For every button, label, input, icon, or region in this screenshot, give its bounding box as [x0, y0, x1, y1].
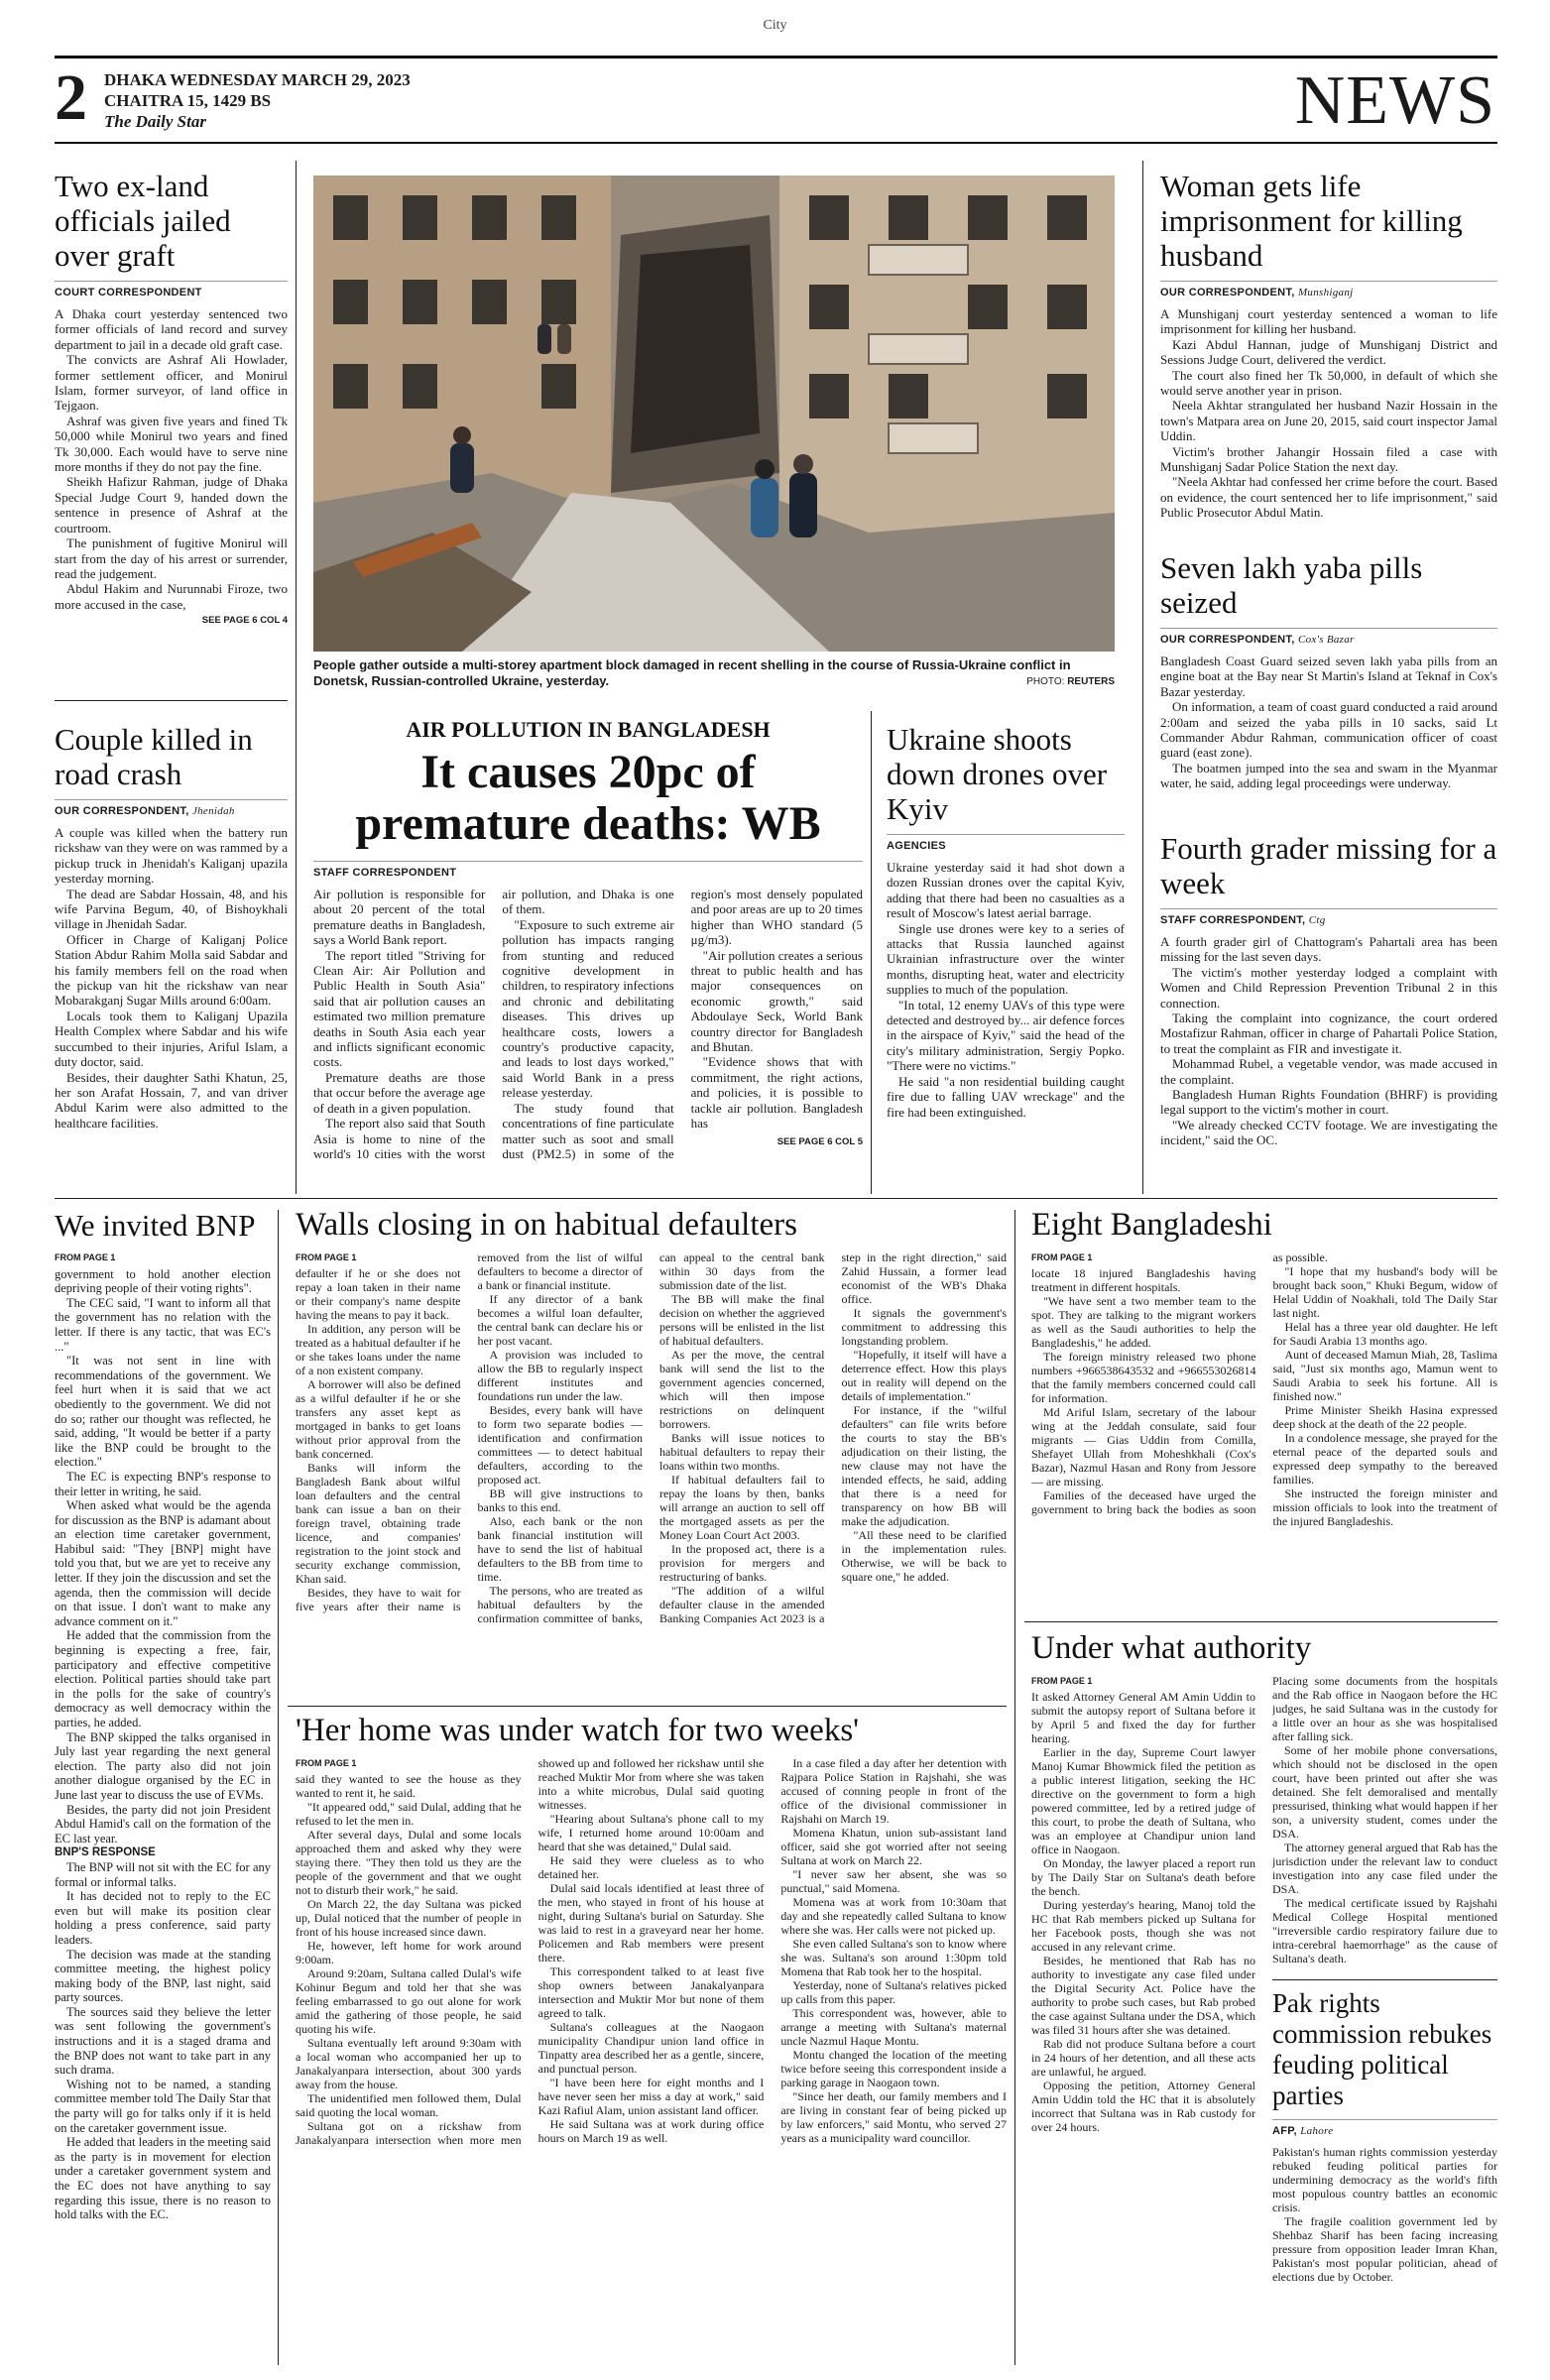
- headline[interactable]: We invited BNP: [55, 1208, 256, 1243]
- paragraph: government to hold another election depriving people of their voting rights".: [55, 1266, 271, 1296]
- story-ukraine-drones: [887, 722, 1125, 1188]
- page-number: 2: [55, 61, 87, 134]
- byline: [1160, 281, 1497, 298]
- news-photo[interactable]: [313, 176, 1115, 652]
- paragraph: "Since her death, our family members and I are living in constant fear of being picked up by law enforcers," said Montu, who served 27 years as a municipality ward councillor.: [780, 2089, 1007, 2145]
- paragraph: Banks will inform the Bangladesh Bank about wilful loan defaulters and the central bank can issue a ban on their foreign travel, obtaining trade licence, and companies' registration to the joint stock and security exchange commission, Khan said.: [296, 1461, 461, 1586]
- story-her-home-under-watch: [296, 1714, 1007, 2370]
- paragraph: The decision was made at the standing committee meeting, the highest policy making body of the BNP, last night, said party sources.: [55, 1947, 271, 2005]
- from-page-label: FROM PAGE 1: [1031, 1676, 1093, 1686]
- story-woman-life-imprisonment: [1160, 169, 1497, 534]
- paragraph: The report also said that South Asia is home to nine of the world's 10 cities with the worst air pollution, and Dhaka is one of them.: [313, 887, 674, 1161]
- from-page-label: FROM PAGE 1: [1031, 1252, 1093, 1262]
- paragraph: A Munshiganj court yesterday sentenced a woman to life imprisonment for killing her husband.: [1160, 306, 1497, 337]
- from-page-label: FROM PAGE 1: [296, 1758, 357, 1768]
- lead-headline[interactable]: It causes 20pc of premature deaths: WB: [355, 746, 821, 850]
- story-eight-bangladeshi: [1031, 1208, 1497, 1614]
- story-couple-killed: [55, 722, 288, 1188]
- paragraph: Montu changed the location of the meeting twice before seeing this correspondent inside a parking garage in Naogaon town.: [780, 2048, 1007, 2089]
- paragraph: Besides, every bank will have to form two separate bodies — identification and confirmation committees — to detect habitual defaulters, according to the proposed act.: [477, 1403, 643, 1487]
- byline-author: STAFF CORRESPONDENT,: [1160, 914, 1306, 926]
- paper-name-logo: The Daily Star: [104, 112, 206, 131]
- paragraph: The sources said they believe the letter was sent following the government's instructions and it is a staged drama and the BNP does not want to take part in any such drama.: [55, 2004, 271, 2078]
- headline[interactable]: Two ex-land officials jailed over graft: [55, 169, 231, 273]
- byline: STAFF CORRESPONDENT: [313, 861, 863, 879]
- paragraph: Locals took them to Kaliganj Upazila Health Complex where Sabdar and his wife succumbed to their injuries, Ariful Islam, a duty doctor, said.: [55, 1008, 288, 1070]
- paragraph: The persons, who are treated as habitual defaulters by the confirmation committee of banks, can appeal to the central bank within 30 days from the submission date of the list.: [477, 1250, 825, 1625]
- paragraph: A Dhaka court yesterday sentenced two former officials of land record and survey department to jail in a decade old graft case.: [55, 306, 288, 352]
- paragraph: defaulter if he or she does not repay a loan taken in their name or their company's name despite having the means to pay it back.: [296, 1266, 461, 1322]
- byline: AGENCIES: [887, 834, 1125, 852]
- paragraph: Some of her mobile phone conversations, which should not be disclosed in the open court, have been printed out after she was detained. She felt demoralised and mentally pressurised, thinking what would happen if her son, a university student, comes under the DSA.: [1272, 1743, 1497, 1841]
- paragraph: Bangladesh Human Rights Foundation (BHRF) is providing legal support to the victim's mother in court.: [1160, 1087, 1497, 1118]
- byline-location: Cox's Bazar: [1297, 634, 1355, 646]
- story-columns: [1031, 1674, 1497, 2363]
- paragraph: "Exposure to such extreme air pollution has impacts ranging from stunting and reduced cognitive development in children, to respiratory infections and chronic and debilitating diseases. This drives up healthcare costs, lowers a country's productive capacity, and leads to lost days worked," said World Bank in a press release yesterday.: [502, 916, 674, 1101]
- paragraph: The attorney general argued that Rab has the jurisdiction under the relevant law to conduct investigation into any case filed under the DSA.: [1272, 1841, 1497, 1896]
- paragraph: "Air pollution creates a serious threat to public health and has major consequences on economic growth," said Abdoulaye Seck, World Bank country director for Bangladesh and Bhutan.: [690, 947, 863, 1055]
- headline[interactable]: Seven lakh yaba pills seized: [1160, 550, 1423, 620]
- paragraph: He said Sultana was at work during office hours on March 19 as well.: [537, 2117, 765, 2145]
- paragraph: Air pollution is responsible for about 20 percent of the total premature deaths in Bangladesh, says a World Bank report.: [313, 887, 486, 948]
- paragraph: "I hope that my husband's body will be brought back soon," Khuki Begum, widow of Helal Uddin of Noakhali, told The Daily Star last night.: [1272, 1264, 1497, 1320]
- byline-author: OUR CORRESPONDENT,: [1160, 634, 1295, 646]
- photo-credit-name: REUTERS: [1067, 676, 1115, 687]
- paragraph: He, however, left home for work around 9:00am.: [296, 1939, 522, 1966]
- paragraph: Ukraine yesterday said it had shot down a dozen Russian drones over the capital Kyiv, adding that there had been no casualties as a result of Moscow's latest aerial barrage.: [887, 860, 1125, 921]
- byline-location: Lahore: [1300, 2125, 1334, 2137]
- headline[interactable]: Woman gets life imprisonment for killing husband: [1160, 169, 1463, 273]
- paragraph: This correspondent talked to at least five shop owners between Janakalyanpara intersection and Muktir Mor but none of them agreed to talk.: [537, 1964, 765, 2020]
- story-body: [296, 1250, 1007, 1687]
- paragraph: "It was not sent in line with recommendations of the government. We feel hurt when it is said that we act obediently to the government. We did not do so; rather our thought was reflected, he said, adding, "It would be better if a party like the BNP could be brought to the election.": [55, 1354, 271, 1470]
- paragraph: The BNP will not sit with the EC for any formal or informal talks.: [55, 1859, 271, 1889]
- story-body: [1160, 654, 1497, 791]
- paragraph: The punishment of fugitive Monirul will start from the day of his arrest or surrender, read the judgement.: [55, 536, 288, 581]
- paragraph: He said they were clueless as to who detained her.: [537, 1853, 765, 1881]
- story-body: [55, 306, 288, 612]
- paragraph: She even called Sultana's son to know where she was. Sultana's son around 1:30pm told Momena that Rab took her to the hospital.: [780, 1937, 1007, 1978]
- masthead-rule-top: [55, 56, 1497, 59]
- paragraph: "We have sent a two member team to the spot. They are talking to the migrant workers as well as the Saudi authorities to help the Bangladeshis," he added.: [1031, 1294, 1256, 1350]
- byline-author: OUR CORRESPONDENT,: [1160, 287, 1295, 298]
- paragraph: In the proposed act, there is a provision for mergers and restructuring of banks.: [659, 1542, 825, 1584]
- paragraph: Bangladesh Coast Guard seized seven lakh yaba pills from an engine boat at the Bay near St Martin's Island at Teknaf in Cox's Bazar yesterday.: [1160, 654, 1497, 699]
- story-divider: [1024, 1621, 1497, 1622]
- paragraph: "All these need to be clarified in the implementation rules. Otherwise, we will be back to square one," he added.: [841, 1528, 1007, 1584]
- paragraph: Momena Khatun, union sub-assistant land officer, said she got worried after not seeing Sultana at work on March 22.: [780, 1826, 1007, 1867]
- headline[interactable]: Fourth grader missing for a week: [1160, 831, 1497, 900]
- paragraph: If habitual defaulters fail to repay the loans by then, banks will arrange an auction to sell off the mortgaged assets as per the Money Loan Court Act 2003.: [659, 1473, 825, 1542]
- paragraph: When asked what would be the agenda for discussion as the BNP is adamant about an election time caretaker government, Habibul said: "They [BNP] might have told you that, but we are yet to receive any letter. If they join the discussion and set the agenda, then the commission will decide on that issue. I don't want to make any advance comment on it.": [55, 1498, 271, 1628]
- story-under-what-authority: [1031, 1631, 1497, 2370]
- paragraph: Ashraf was given five years and fined Tk 50,000 while Monirul two years and fined Tk 30,000. Each would have to serve nine more months if they do not pay the fine.: [55, 413, 288, 475]
- byline: [1272, 2119, 1497, 2137]
- column-rule: [278, 1210, 279, 2365]
- paragraph: Dulal said locals identified at least three of the men, who stayed in front of his house at night, during Sultana's burial on Saturday. She was laid to rest in a graveyard near her home. Policemen and Rab members were present there.: [537, 1881, 765, 1964]
- photo-credit-label: PHOTO:: [1026, 676, 1065, 687]
- section-label: City: [763, 18, 787, 33]
- paragraph: Officer in Charge of Kaliganj Police Station Abdur Rahim Molla said Sabdar and his family members fell on the road when the pickup van hit the rickshaw van near Mobarakganj Sugar Mills around 6:00am.: [55, 931, 288, 1009]
- byline-location: Jhenidah: [191, 805, 235, 817]
- paragraph: Sultana's colleagues at the Naogaon municipality Chandipur union land office in Tinpatty area described her as a gentle, sincere, and punctual person.: [537, 2020, 765, 2076]
- paragraph: The unidentified men followed them, Dulal said quoting the local woman.: [296, 2091, 522, 2119]
- story-body: [1031, 1250, 1497, 1607]
- paragraph: "It appeared odd," said Dulal, adding that he refused to let the men in.: [296, 1800, 522, 1828]
- story-right-column: [1272, 1674, 1497, 2363]
- paragraph: In a case filed a day after her detention with Rajpara Police Station in Rajshahi, she was accused of conning people in front of the office of the divisional commissioner in Rajshahi on March 19.: [780, 1756, 1007, 1826]
- paragraph: Besides, their daughter Sathi Khatun, 25, her son Arafat Hossain, 7, and van driver Abdul Karim were also admitted to the healthcare facilities.: [55, 1069, 288, 1130]
- paragraph: It has decided not to reply to the EC even but will make its position clear holding a press conference, said party leaders.: [55, 1889, 271, 1947]
- paragraph: "Hearing about Sultana's phone call to my wife, I returned home around 10:00am and heard that she was detained," Dulal said.: [537, 1812, 765, 1853]
- paragraph: A borrower will also be defined as a wilful defaulter if he or she transfers any asset kept as mortgaged in banks to get loans without prior approval from the bank concerned.: [296, 1377, 461, 1461]
- paragraph: "We already checked CCTV footage. We are investigating the incident," said the OC.: [1160, 1117, 1497, 1148]
- masthead-rule-bottom: [55, 142, 1497, 144]
- from-page-label: FROM PAGE 1: [55, 1252, 116, 1262]
- paragraph: "Evidence shows that with commitment, the right actions, and policies, it is possible to tackle air pollution. Bangladesh has: [690, 1054, 863, 1131]
- paragraph: Besides, the party did not join President Abdul Hamid's call on the formation of the EC last year.: [55, 1802, 271, 1845]
- paragraph: The report titled "Striving for Clean Air: Air Pollution and Public Health in South Asia" said that air pollution causes an estimated two million premature deaths in South Asia each year and inflicts significant economic costs.: [313, 947, 486, 1070]
- paragraph: He said "a non residential building caught fire due to falling UAV wreckage" and the fire had been extinguished.: [887, 1073, 1125, 1120]
- headline[interactable]: Pak rights commission rebukes feuding political parties: [1272, 1988, 1492, 2110]
- paragraph: The boatmen jumped into the sea and swam in the Myanmar water, he said, adding legal proceedings were underway.: [1160, 760, 1497, 791]
- fold-divider: [55, 1198, 1497, 1199]
- paragraph: Abdul Hakim and Nurunnabi Firoze, two more accused in the case,: [55, 581, 288, 612]
- paragraph: "The addition of a wilful defaulter clause in the amended Banking Companies Act 2023 is a step in the right direction," said Zahid Hussain, a former lead economist of the WB's Dhaka office.: [659, 1250, 1007, 1625]
- paragraph: The EC is expecting BNP's response to their letter in writing, he said.: [55, 1469, 271, 1498]
- paragraph: Neela Akhtar strangulated her husband Nazir Hossain in the town's Matpara area on June 20, 2015, said court inspector Jamal Uddin.: [1160, 398, 1497, 444]
- see-page-link[interactable]: SEE PAGE 6 COL 4: [201, 615, 288, 627]
- paragraph: A couple was killed when the battery run rickshaw van they were on was rammed by a pickup truck in Jhenidah's Kaliganj upazila yesterday morning.: [55, 825, 288, 887]
- story-body: [55, 1250, 271, 2222]
- byline-location: Munshiganj: [1297, 287, 1354, 298]
- dateline-bangla: CHAITRA 15, 1429 BS: [104, 91, 272, 110]
- byline-author: AFP,: [1272, 2125, 1297, 2137]
- paragraph: It signals the government's commitment to addressing this longstanding problem.: [841, 1306, 1007, 1348]
- paragraph: She instructed the foreign minister and mission officials to look into the treatment of the injured Bangladeshis.: [1272, 1487, 1497, 1528]
- lead-kicker: AIR POLLUTION IN BANGLADESH: [406, 717, 771, 742]
- paragraph: For instance, if the "wilful defaulters" can file writs before the courts to stay the BB's adjudication on their listing, the new clause may not have the intended effects, he said, adding that there is a need for transparency on how BB will make the adjudication.: [841, 1403, 1007, 1528]
- paragraph: Taking the complaint into cognizance, the court ordered Mostafizur Rahman, officer in charge of Pahartali Police Station, to treat the complaint as FIR and investigate it.: [1160, 1011, 1497, 1056]
- paragraph: "In total, 12 enemy UAVs of this type were detected and destroyed by... air defence forces in the airspace of Kyiv," said the head of the city's military administration, Sergiy Popko. "There were no victims.": [887, 997, 1125, 1074]
- paragraph: Victim's brother Jahangir Hossain filed a case with Munshiganj Sadar Police Station the next day.: [1160, 443, 1497, 475]
- paragraph: Premature deaths are those that occur before the average age of death in a given population.: [313, 1069, 486, 1116]
- paragraph: The BNP skipped the talks organised in July last year regarding the next general election. The party also did not join another dialogue organised by the EC in June last year to discuss the use of EVMs.: [55, 1729, 271, 1802]
- section-title: NEWS: [1294, 62, 1495, 139]
- story-body: [1160, 306, 1497, 521]
- column-rule: [1142, 161, 1143, 1194]
- paragraph: On March 22, the day Sultana was picked up, Dulal noticed that the number of people in front of his house increased since dawn.: [296, 1897, 522, 1939]
- paragraph: The dead are Sabdar Hossain, 48, and his wife Parvina Begum, 40, of Bishoykhali village in Jhenidah Sadar.: [55, 886, 288, 932]
- paragraph: Sultana eventually left around 9:30am with a local woman who accompanied her up to Janakalyanpara intersection, about 300 yards away from the house.: [296, 2036, 522, 2091]
- paragraph: On Monday, the lawyer placed a report run by The Daily Star on Sultana's death before the bench.: [1031, 1856, 1255, 1898]
- paragraph: Earlier in the day, Supreme Court lawyer Manoj Kumar Bhowmick filed the petition as a public interest litigation, seeking the HC directive on the government to form a high powered committee, led by a retired judge of this court, to probe the death of Sultana, who was an employee at Chandipur union land office in Naogaon.: [1031, 1745, 1255, 1856]
- paragraph: The medical certificate issued by Rajshahi Medical College Hospital mentioned "irreversible cardio respiratory failure due to intra-cerebral haemorrhage" as the cause of Sultana's death.: [1272, 1896, 1497, 1965]
- story-air-pollution: [313, 861, 863, 1190]
- paragraph: Sultana got on a rickshaw from Janakalyanpara intersection when more men showed up and followed her rickshaw until she reached Muktir Mor from where she was taken into a white microbus, Dulal said quoting witnesses.: [296, 1756, 765, 2147]
- paragraph: Opposing the petition, Attorney General Amin Uddin told the HC that it is absolutely incorrect that Sultana was in Rab custody for over 24 hours.: [1031, 2079, 1255, 2134]
- paragraph: said they wanted to see the house as they wanted to rent it, he said.: [296, 1772, 522, 1800]
- paragraph: If any director of a bank becomes a wilful loan defaulter, the central bank can declare his or her post vacant.: [477, 1292, 643, 1348]
- paragraph: A provision was included to allow the BB to regularly inspect different institutes and foundations run under the law.: [477, 1348, 643, 1403]
- paragraph: "Hopefully, it itself will have a deterrence effect. How this plays out in reality will depend on the details of implementation.": [841, 1348, 1007, 1403]
- paragraph: In a condolence message, she prayed for the eternal peace of the departed souls and expressed deep sympathy to the bereaved families.: [1272, 1431, 1497, 1487]
- paragraph: Rab did not produce Sultana before a court in 24 hours of her detention, and all these acts are unlawful, he argued.: [1031, 2037, 1255, 2079]
- column-rule: [296, 161, 297, 1194]
- story-body: [55, 825, 288, 1130]
- story-body: [296, 1756, 1007, 2361]
- headline[interactable]: Eight Bangladeshi: [1031, 1208, 1272, 1243]
- headline[interactable]: 'Her home was under watch for two weeks': [296, 1714, 860, 1748]
- paragraph: The BB will make the final decision on whether the aggrieved persons will be enlisted in the list of habitual defaulters.: [659, 1292, 825, 1348]
- story-we-invited-bnp: [55, 1208, 271, 2370]
- paragraph: BB will give instructions to banks to this end.: [477, 1487, 643, 1514]
- byline: [1160, 628, 1497, 646]
- byline: COURT CORRESPONDENT: [55, 281, 288, 298]
- paragraph: Also, each bank or the non bank financial institution will have to send the list of habitual defaulters to the BB from time to time.: [477, 1514, 643, 1584]
- paragraph: A fourth grader girl of Chattogram's Pahartali area has been missing for the last seven days.: [1160, 934, 1497, 965]
- story-body: [313, 887, 863, 1161]
- story-pak-rights-commission: [1272, 1979, 1497, 2284]
- paragraph: The CEC said, "I want to inform all that the government has no relation with the letter. If there is any tactic, that was EC's ...": [55, 1295, 271, 1354]
- story-divider: [55, 700, 288, 701]
- paragraph: Wishing not to be named, a standing committee member told The Daily Star that the party will go for talks only if it is held on the caretaker government issue.: [55, 2077, 271, 2135]
- byline-author: OUR CORRESPONDENT,: [55, 805, 189, 817]
- story-ex-land-officials: [55, 169, 288, 692]
- dateline-gregorian: DHAKA WEDNESDAY MARCH 29, 2023: [104, 70, 411, 89]
- paragraph: He added that the commission from the beginning is expecting a free, fair, participatory and effective competitive election. Political parties should take part in the polls for the sake of country's democracy as well democracy within the parties, he added.: [55, 1628, 271, 1729]
- paragraph: locate 18 injured Bangladeshis having treatment in different hospitals.: [1031, 1266, 1256, 1294]
- paragraph: "I never saw her absent, she was so punctual," said Momena.: [780, 1867, 1007, 1895]
- paragraph: "I have been here for eight months and I have never seen her miss a day at work," said Kazi Rafiul Alam, union assistant land officer.: [537, 2076, 765, 2117]
- subhead: BNP'S RESPONSE: [55, 1846, 156, 1859]
- paragraph: The convicts are Ashraf Ali Howlader, former settlement officer, and Monirul Islam, former surveyor, of land office in Tejgaon.: [55, 352, 288, 414]
- paragraph: The fragile coalition government led by Shehbaz Sharif has been facing increasing pressure from opposition leader Imran Khan, Pakistan's most popular politician, ahead of elections due by October.: [1272, 2214, 1497, 2284]
- paragraph: Kazi Abdul Hannan, judge of Munshiganj District and Sessions Judge Court, delivered the verdict.: [1160, 336, 1497, 368]
- see-page-link[interactable]: SEE PAGE 6 COL 5: [776, 1135, 863, 1147]
- byline: [55, 799, 288, 817]
- paragraph: The court also fined her Tk 50,000, in default of which she would serve another year in prison.: [1160, 367, 1497, 399]
- story-body: [1160, 934, 1497, 1148]
- story-habitual-defaulters: [296, 1208, 1007, 1698]
- paragraph: "Neela Akhtar had confessed her crime before the court. Based on evidence, the court sentenced her to life imprisonment," said Public Prosecutor Abdul Matin.: [1160, 474, 1497, 521]
- paragraph: Mohammad Rubel, a vegetable vendor, was made accused in the complaint.: [1160, 1056, 1497, 1087]
- paragraph: Aunt of deceased Mamun Miah, 28, Taslima said, "Just six months ago, Mamun went to Saudi Arabia to seek his fortune. All is finished now.": [1272, 1348, 1497, 1403]
- paragraph: Besides, he mentioned that Rab has no authority to investigate any case filed under the Digital Security Act. Police have the authority to probe such cases, but Rab probed the case against Sultana under the DSA, which was filed 31 hours after she was detained.: [1031, 1954, 1255, 2037]
- byline: [1160, 908, 1497, 926]
- headline[interactable]: Couple killed in road crash: [55, 722, 253, 791]
- damaged-building-illustration: [313, 176, 1115, 652]
- story-fourth-grader-missing: [1160, 831, 1497, 1190]
- paragraph: Around 9:20am, Sultana called Dulal's wife Kohinur Begum and told her that she was feeling embarrassed to go out alone for work amid the gathering of those people, he said quoting his wife.: [296, 1966, 522, 2036]
- paragraph: Single use drones were key to a series of attacks that Russia launched against Ukrainian infrastructure over the winter months, disrupting heat, water and electricity supplies to much of the population.: [887, 920, 1125, 998]
- paragraph: During yesterday's hearing, Manoj told the HC that Rab members picked up Sultana for her Facebook posts, though she was not accused in any relevant crime.: [1031, 1898, 1255, 1954]
- paragraph: He added that leaders in the meeting said as the party is in movement for election under a caretaker government system and the EC does not have anything to say regarding this issue, there is no reason to hold talks with the EC.: [55, 2135, 271, 2222]
- paragraph: The foreign ministry released two phone numbers +966538643532 and +966553026814 that the family members concerned could call for information.: [1031, 1350, 1256, 1405]
- paragraph: Banks will issue notices to habitual defaulters to repay their loans within two months.: [659, 1431, 825, 1473]
- headline[interactable]: Ukraine shoots down drones over Kyiv: [887, 722, 1108, 826]
- story-divider: [288, 1706, 1007, 1707]
- paragraph: It asked Attorney General AM Amin Uddin to submit the autopsy report of Sultana before it by April 5 and fixed the day for further hearing.: [1031, 1690, 1255, 1745]
- paragraph: Prime Minister Sheikh Hasina expressed deep shock at the death of the 22 people.: [1272, 1403, 1497, 1431]
- paragraph: Helal has a three year old daughter. He left for Saudi Arabia 13 months ago.: [1272, 1320, 1497, 1348]
- paragraph: After several days, Dulal and some locals approached them and asked why they were staying there. "They then told us they are the people of the government and that we ought not to disturb their work," he said.: [296, 1828, 522, 1897]
- paragraph: Sheikh Hafizur Rahman, judge of Dhaka Special Judge Court 9, handed down the sentence in presence of Ashraf at the courtroom.: [55, 474, 288, 536]
- paragraph: Pakistan's human rights commission yesterday rebuked feuding political parties for undermining democracy as the world's fifth most populous country battles an economic crisis.: [1272, 2145, 1497, 2214]
- paragraph: Besides, they have to wait for five years after their name is removed from the list of wilful defaulters to become a director of a bank or financial institute.: [296, 1250, 643, 1613]
- story-body: [1031, 1674, 1255, 2363]
- story-body: [1272, 2145, 1497, 2284]
- dateline: [104, 69, 411, 111]
- paragraph: Placing some documents from the hospitals and the Rab office in Naogaon before the HC judges, he said Sultana was in the custody for a little over an hour as she was hospitalised after falling sick.: [1272, 1674, 1497, 1743]
- story-body-continued: [1272, 1674, 1497, 1965]
- headline[interactable]: Under what authority: [1031, 1631, 1312, 1666]
- paragraph: Momena was at work from 10:30am that day and she repeatedly called Sultana to know where she was. Her calls were not picked up.: [780, 1895, 1007, 1937]
- paragraph: As per the move, the central bank will send the list to the government agencies concerned, which will then impose restrictions on delinquent borrowers.: [659, 1348, 825, 1431]
- column-rule: [871, 711, 872, 1194]
- byline-location: Ctg: [1308, 914, 1326, 926]
- paragraph: Md Ariful Islam, secretary of the labour wing at the Jeddah consulate, said four migrants — Gias Uddin from Comilla, Shefayet Ullah from Moheshkhali (Cox's Bazar), Nazmul Hasan and Rony from Jessore — are missing.: [1031, 1405, 1256, 1488]
- story-yaba-pills: [1160, 550, 1497, 818]
- paragraph: Yesterday, none of Sultana's relatives picked up calls from this paper.: [780, 1978, 1007, 2006]
- paragraph: This correspondent was, however, able to arrange a meeting with Sultana's maternal uncle Nazmul Haque Montu.: [780, 2006, 1007, 2048]
- column-rule: [1014, 1210, 1015, 2365]
- story-body: [887, 860, 1125, 1120]
- photo-caption: People gather outside a multi-storey apartment block damaged in recent shelling in the course of Russia-Ukraine conflict in Donetsk, Russian-controlled Ukraine, yesterday.: [313, 657, 1071, 688]
- paragraph: The victim's mother yesterday lodged a complaint with Women and Child Repression Prevention Tribunal 2 in this connection.: [1160, 964, 1497, 1011]
- paragraph: On information, a team of coast guard conducted a raid around 2:00am and seized the yaba pills in 10 sacks, said Lt Commander Abdur Rahman, communication officer of coast guard (east zone).: [1160, 699, 1497, 761]
- headline[interactable]: Walls closing in on habitual defaulters: [296, 1208, 797, 1243]
- paragraph: In addition, any person will be treated as a habitual defaulter if he or she takes loans under the name of a non existent company.: [296, 1322, 461, 1377]
- from-page-label: FROM PAGE 1: [296, 1252, 357, 1262]
- paragraph: Families of the deceased have urged the government to bring back the bodies as soon as possible.: [1031, 1250, 1328, 1516]
- paragraph: The study found that concentrations of fine particulate matter such as soot and small dust (PM2.5) in some of the region's most densely populated and poor areas are up to 20 times higher than WHO standard (5 μg/m3).: [502, 887, 863, 1161]
- photo-credit: [313, 676, 1115, 687]
